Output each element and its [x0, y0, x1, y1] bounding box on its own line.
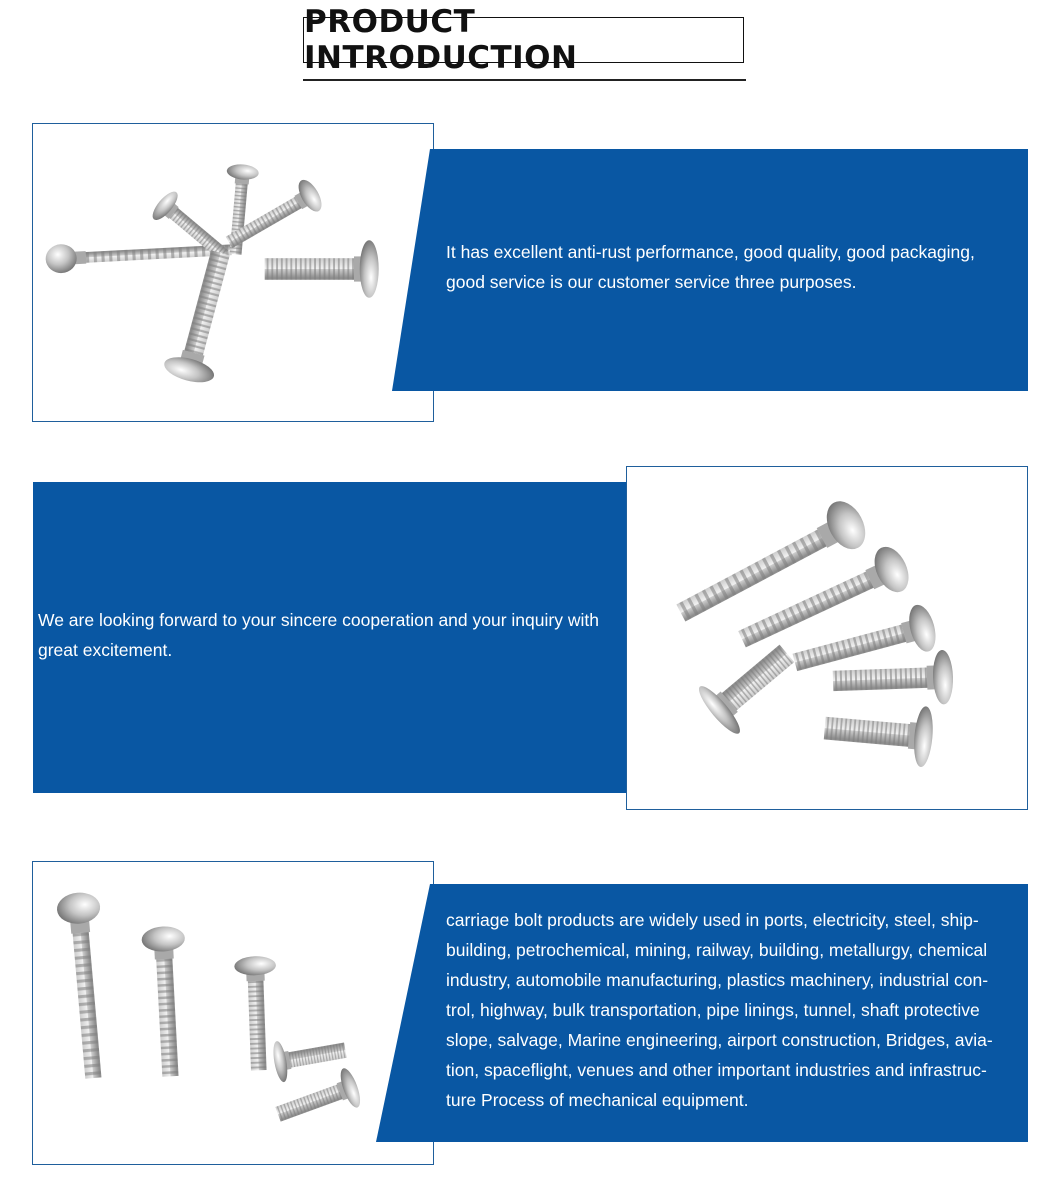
- page-title: PRODUCT INTRODUCTION: [304, 4, 578, 76]
- title-underline: [303, 79, 746, 81]
- panel-text-1: It has excellent anti-rust performance, good quality, good packaging, good service is our customer service three purposes.: [446, 242, 975, 292]
- product-image-1: [32, 123, 434, 422]
- panel-text-3: carriage bolt products are widely used in ports, electricity, steel, ship-building, petrochemical, mining, railway, building, metallurgy, chemical industry, automobile manufacturing, plastics machinery, industrial con-trol, highway, bulk transportation, pipe linings, tunnel, shaft protective slope, salvage, Marine engineering, airport construction, Bridges, avia-tion, spaceflight, venues and other important industries and infrastruc-ture Process of mechanical equipment.: [446, 910, 993, 1110]
- product-image-2: [626, 466, 1028, 810]
- bolts-radial-illustration: [33, 124, 433, 421]
- product-image-3: [32, 861, 434, 1165]
- bolts-row-illustration: [33, 862, 433, 1164]
- panel-text-2: We are looking forward to your sincere cooperation and your inquiry with great excitement.: [38, 610, 599, 660]
- title-box: [303, 4, 744, 76]
- bolts-stacked-illustration: [627, 467, 1027, 809]
